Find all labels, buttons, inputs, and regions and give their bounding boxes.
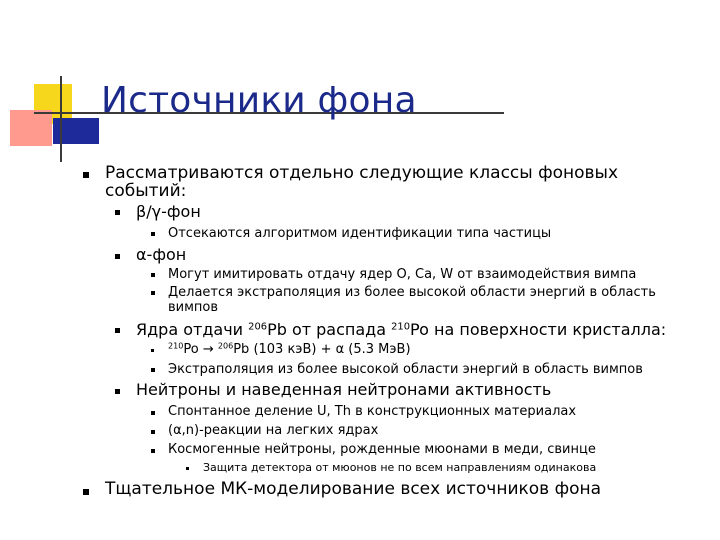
conclusion-text: Тщательное МК-моделирование всех источников фона: [105, 479, 602, 499]
alpha-label: α-фон: [136, 245, 187, 264]
square-bullet-icon: [151, 273, 155, 277]
neutrons-label: Нейтроны и наведенная нейтронами активность: [136, 380, 552, 399]
recoil-decay: $^{210}$Po → $^{206}$Pb (103 кэВ) + α (5.3 МэВ): [168, 341, 411, 357]
recoil-label: Ядра отдачи $^{206}$Pb от распада $^{210}$Po на поверхности кристалла:: [136, 320, 667, 339]
page-title: Источники фона: [101, 80, 417, 121]
square-bullet-icon: [115, 328, 120, 333]
square-bullet-icon: [83, 172, 89, 178]
neutrons-sub3-note: Защита детектора от мюонов не по всем направлениям одинакова: [203, 461, 597, 474]
decor-vertical-line: [60, 76, 62, 162]
square-bullet-icon: [151, 368, 155, 372]
square-bullet-icon: [115, 389, 120, 394]
square-bullet-icon: [151, 449, 155, 453]
alpha-sub2-line2: вимпов: [168, 300, 219, 315]
dot-bullet-icon: [151, 349, 154, 352]
alpha-sub1: Могут имитировать отдачу ядер O, Ca, W от взаимодействия вимпа: [168, 267, 637, 282]
alpha-sub2-line1: Делается экстраполяция из более высокой области энергий в область: [168, 285, 656, 300]
square-bullet-icon: [151, 430, 155, 434]
recoil-sub2: Экстраполяция из более высокой области энергий в область вимпов: [168, 362, 643, 377]
intro-line1: Рассматриваются отдельно следующие классы фоновых: [105, 163, 619, 183]
square-bullet-icon: [151, 232, 155, 236]
square-bullet-icon: [115, 254, 120, 259]
neutrons-sub2: (α,n)-реакции на легких ядрах: [168, 423, 379, 438]
decor-red-square: [10, 110, 52, 146]
square-bullet-icon: [115, 210, 120, 215]
intro-line2: событий:: [105, 181, 187, 201]
square-bullet-icon: [83, 489, 89, 495]
neutrons-sub3: Космогенные нейтроны, рожденные мюонами в меди, свинце: [168, 442, 596, 457]
square-bullet-icon: [151, 291, 155, 295]
beta-gamma-sub1: Отсекаются алгоритмом идентификации типа частицы: [168, 226, 552, 241]
neutrons-sub1: Спонтанное деление U, Th в конструкционных материалах: [168, 404, 577, 419]
square-bullet-icon: [186, 467, 189, 470]
beta-gamma-label: β/γ-фон: [136, 202, 201, 221]
square-bullet-icon: [151, 411, 155, 415]
